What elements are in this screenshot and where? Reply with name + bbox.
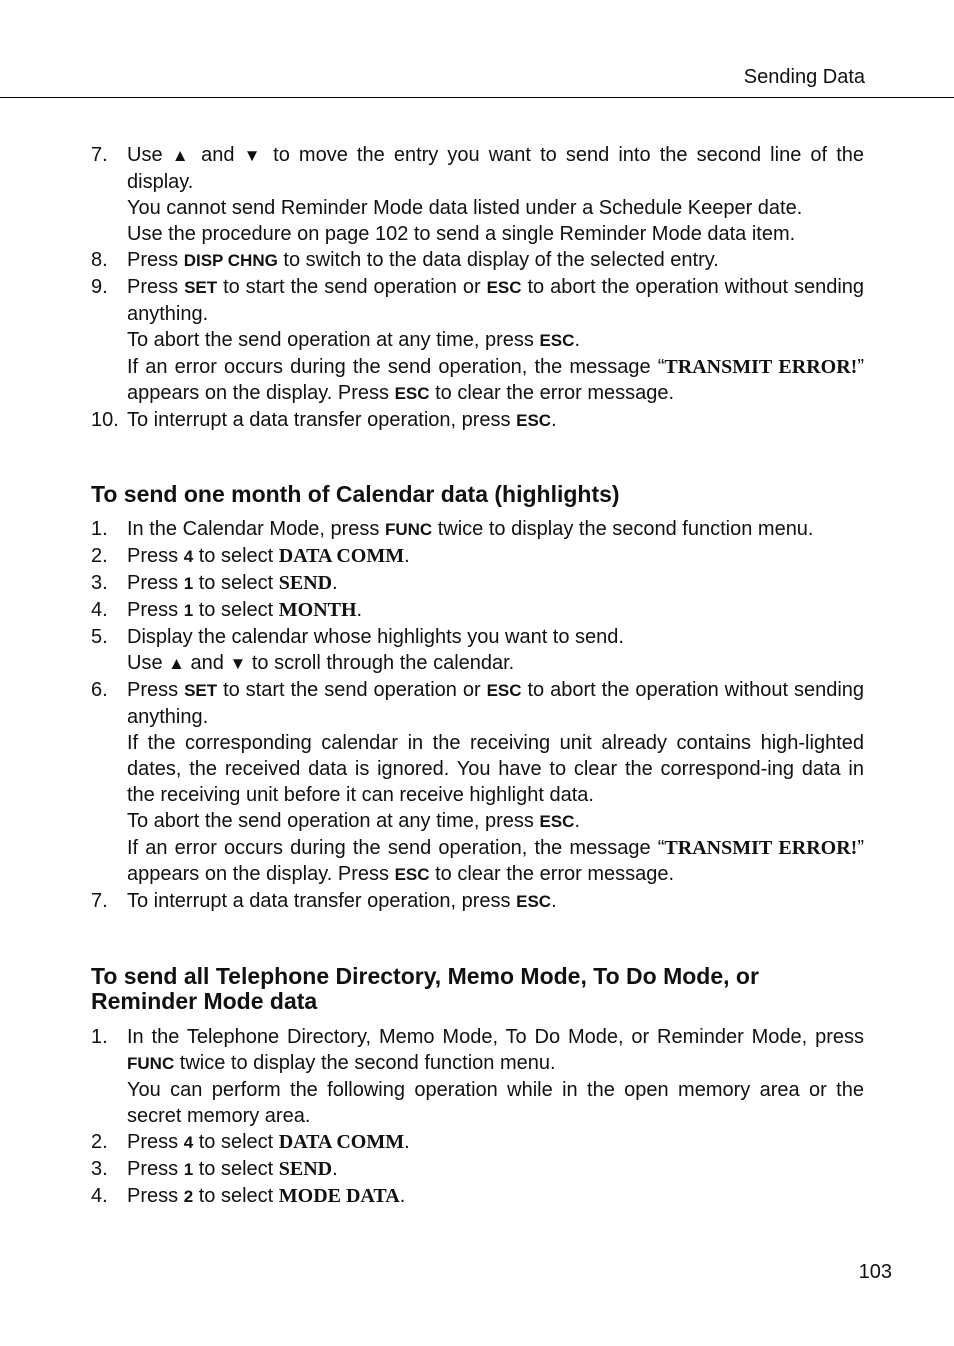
- running-header: Sending Data: [743, 66, 865, 88]
- key-label: 1: [183, 574, 194, 593]
- display-message: MONTH: [278, 599, 357, 621]
- item-number: 1.: [91, 518, 108, 540]
- list-item: 6. Press SET to start the send operation or ESC to abort the operation without sending anything. If the corresponding calendar in the receiving unit already contains high-lighted dates, the received data is ignored. You have to clear the correspond-ing data in the receiving unit before it can receive highlight data. To abort the send operation at any time, press ESC. If an error occurs during the send operation, the message “TRANSMIT ERROR!” appears on the display. Press ESC to clear the error message.: [91, 677, 864, 888]
- item-note: If an error occurs during the send operation, the message “TRANSMIT ERROR!” appears on the display. Press ESC to clear the error message.: [127, 356, 864, 404]
- list-item: [91, 142, 864, 247]
- key-label: ESC: [394, 865, 430, 884]
- item-number: 3.: [91, 1158, 108, 1180]
- item-number: 7.: [91, 890, 108, 912]
- section-heading: To send all Telephone Directory, Memo Mode, To Do Mode, or Reminder Mode data: [91, 963, 759, 1014]
- list-item: 2. Press 4 to select DATA COMM.: [91, 543, 864, 570]
- list-item: 1. In the Calendar Mode, press FUNC twice to display the second function menu.: [91, 516, 864, 543]
- key-label: SET: [184, 681, 218, 700]
- key-label: ESC: [539, 331, 575, 350]
- down-arrow-icon: ▼: [229, 654, 247, 673]
- item-note: To abort the send operation at any time, press ESC.: [127, 329, 580, 351]
- list-item: 3. Press 1 to select SEND.: [91, 1156, 864, 1183]
- key-label: 1: [183, 601, 194, 620]
- key-label: 1: [183, 1160, 194, 1179]
- item-number: 1.: [91, 1026, 108, 1048]
- key-label: 2: [183, 1187, 194, 1206]
- list-item: 9. Press SET to start the send operation or ESC to abort the operation without sending anything. To abort the send operation at any time, press ESC. If an error occurs during the send operation, the message “TRANSMIT ERROR!” appears on the display. Press ESC to clear the error message.: [91, 274, 864, 407]
- item-number: 2.: [91, 545, 108, 567]
- item-text: Use ▲ and ▼ to move the entry you want to send into the second line of the display. You cannot send Reminder Mode data listed under a Schedule Keeper date. Use the procedure on page 102 to send a single Reminder Mode data item.: [127, 144, 865, 245]
- page-number: 103: [858, 1261, 892, 1283]
- key-label: DISP CHNG: [183, 251, 278, 270]
- section-heading: To send one month of Calendar data (highlights): [91, 481, 620, 507]
- display-message: TRANSMIT ERROR!: [664, 356, 858, 378]
- key-label: 4: [183, 1133, 194, 1152]
- up-arrow-icon: ▲: [171, 146, 193, 165]
- item-note: To abort the send operation at any time, press ESC.: [127, 810, 580, 832]
- key-label: ESC: [486, 681, 522, 700]
- item-number: 4.: [91, 1185, 108, 1207]
- header-rule: [0, 97, 954, 98]
- item-note: You cannot send Reminder Mode data listed under a Schedule Keeper date.: [127, 197, 803, 219]
- display-message: MODE DATA: [278, 1185, 400, 1207]
- display-message: SEND: [278, 572, 333, 594]
- list-item: 2. Press 4 to select DATA COMM.: [91, 1129, 864, 1156]
- item-number: 7.: [91, 144, 108, 166]
- key-label: 4: [183, 547, 194, 566]
- item-note: If the corresponding calendar in the receiving unit already contains high-lighted dates, the received data is ignored. You have to clear the correspond-ing data in the receiving unit before it can receive highlight data.: [127, 732, 864, 806]
- page-body: [91, 142, 864, 1210]
- key-label: ESC: [516, 411, 552, 430]
- key-label: ESC: [486, 278, 522, 297]
- key-label: ESC: [394, 384, 430, 403]
- item-number: 4.: [91, 599, 108, 621]
- display-message: DATA COMM: [278, 1131, 405, 1153]
- item-number: 10.: [91, 409, 119, 431]
- display-message: DATA COMM: [278, 545, 405, 567]
- key-label: ESC: [516, 892, 552, 911]
- list-item: 8. Press DISP CHNG to switch to the data display of the selected entry.: [91, 247, 864, 274]
- item-note: If an error occurs during the send operation, the message “TRANSMIT ERROR!” appears on the display. Press ESC to clear the error message.: [127, 837, 864, 885]
- item-note: Use the procedure on page 102 to send a single Reminder Mode data item.: [127, 223, 796, 245]
- display-message: TRANSMIT ERROR!: [664, 837, 858, 859]
- item-note: You can perform the following operation while in the open memory area or the secret memory area.: [127, 1079, 864, 1127]
- list-item: 4. Press 1 to select MONTH.: [91, 597, 864, 624]
- list-item: 7. To interrupt a data transfer operation, press ESC.: [91, 888, 864, 915]
- list-item: 1. In the Telephone Directory, Memo Mode, To Do Mode, or Reminder Mode, press FUNC twice to display the second function menu. You can perform the following operation while in the open memory area or the secret memory area.: [91, 1026, 864, 1127]
- item-number: 5.: [91, 626, 108, 648]
- down-arrow-icon: ▼: [243, 146, 265, 165]
- up-arrow-icon: ▲: [168, 654, 185, 673]
- item-number: 2.: [91, 1131, 108, 1153]
- item-note: Use ▲ and ▼ to scroll through the calendar.: [127, 652, 515, 674]
- list-item: 4. Press 2 to select MODE DATA.: [91, 1183, 864, 1210]
- key-label: FUNC: [384, 520, 433, 539]
- list-item: 5. Display the calendar whose highlights you want to send. Use ▲ and ▼ to scroll through the calendar.: [91, 624, 864, 677]
- display-message: SEND: [278, 1158, 333, 1180]
- item-number: 6.: [91, 679, 108, 701]
- key-label: ESC: [539, 812, 575, 831]
- list-item: 10. To interrupt a data transfer operation, press ESC.: [91, 407, 864, 434]
- key-label: SET: [184, 278, 218, 297]
- key-label: FUNC: [127, 1054, 175, 1073]
- item-number: 8.: [91, 249, 108, 271]
- item-number: 9.: [91, 276, 108, 298]
- item-number: 3.: [91, 572, 108, 594]
- list-item: 3. Press 1 to select SEND.: [91, 570, 864, 597]
